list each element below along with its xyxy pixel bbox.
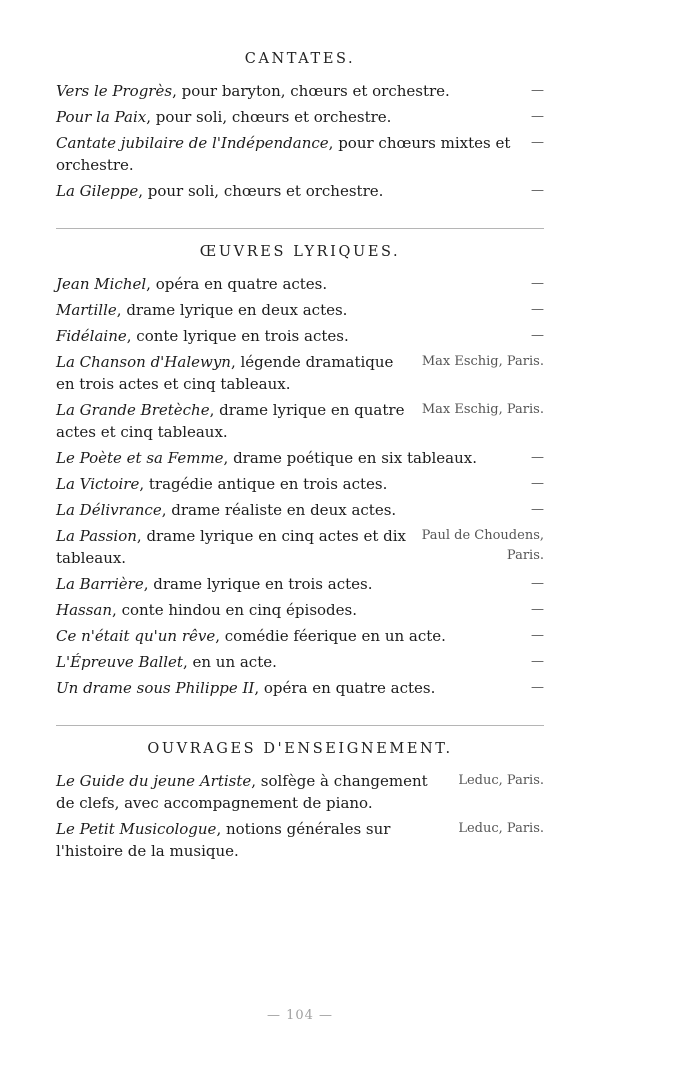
work-title: La Victoire [56,475,140,493]
section-title: OUVRAGES D'ENSEIGNEMENT. [147,741,453,757]
work-description [56,299,531,321]
work-description [56,399,422,443]
work-entry [56,677,544,699]
publisher: — [531,183,544,198]
work-details: , conte hindou en cinq épisodes. [112,601,357,619]
work-title: Vers le Progrès [56,82,173,100]
work-details: , drame réaliste en deux actes. [161,501,397,519]
publisher: Leduc, Paris. [458,821,544,836]
work-description [56,770,458,814]
work-details: , solfège à changement de clefs, avec accompagnement de piano. [56,772,428,812]
section-divider [56,725,544,726]
work-title: Martille [56,301,117,319]
work-title: La Gileppe [56,182,139,200]
work-details: , drame lyrique en quatre actes et cinq tableaux. [56,401,405,441]
work-description [56,80,531,102]
work-entry [56,599,544,621]
work-description [56,651,531,673]
work-details: , légende dramatique en trois actes et cinq tableaux. [56,353,394,393]
work-entry [56,651,544,673]
publisher: Max Eschig, Paris. [421,354,544,369]
publisher: — [531,576,544,591]
work-title: L'Épreuve Ballet [56,653,183,671]
work-entry [56,106,544,128]
work-entry [56,399,544,443]
work-description [56,625,531,647]
work-title: Cantate jubilaire de l'Indépendance [56,134,329,152]
work-details: , drame lyrique en deux actes. [116,301,348,319]
work-details: , pour soli, chœurs et orchestre. [138,182,384,200]
work-details: , opéra en quatre actes. [146,275,328,293]
publisher: — [531,602,544,617]
work-details: , pour chœurs mixtes et orchestre. [56,134,511,174]
work-entry [56,132,544,176]
work-title: Fidélaine [56,327,127,345]
work-entry [56,770,544,814]
publisher: — [531,476,544,491]
work-entry [56,573,544,595]
work-title: Le Poète et sa Femme [56,449,224,467]
publisher: — [531,83,544,98]
publisher: — [531,135,544,150]
work-title: La Chanson d'Halewyn [56,353,231,371]
work-title: Un drame sous Philippe II [56,679,255,697]
work-title: Ce n'était qu'un rêve [56,627,216,645]
work-title: La Barrière [56,575,144,593]
work-title: Pour la Paix [56,108,147,126]
work-description [56,573,531,595]
section-title: ŒUVRES LYRIQUES. [199,244,401,260]
work-entry [56,499,544,521]
work-title: Jean Michel [56,275,147,293]
section-title: CANTATES. [244,51,356,67]
work-description [56,132,531,176]
work-entry [56,525,544,569]
work-details: , drame lyrique en trois actes. [143,575,373,593]
work-details: , notions générales sur l'histoire de la musique. [56,820,391,860]
work-entry [56,299,544,321]
work-details: , pour baryton, chœurs et orchestre. [172,82,450,100]
work-entry [56,80,544,102]
work-details: , drame lyrique en cinq actes et dix tableaux. [56,527,406,567]
work-details: , pour soli, chœurs et orchestre. [146,108,392,126]
works-list [56,48,544,866]
work-details: , en un acte. [182,653,277,671]
work-description [56,499,531,521]
publisher: — [531,450,544,465]
publisher: — [531,502,544,517]
publisher: — [531,628,544,643]
work-details: , drame poétique en six tableaux. [223,449,478,467]
work-entry [56,273,544,295]
section-divider [56,228,544,229]
work-title: Hassan [56,601,113,619]
work-entry [56,351,544,395]
work-entry [56,473,544,495]
page-number: — 104 — [266,1008,334,1023]
work-description [56,677,531,699]
publisher: Max Eschig, Paris. [421,402,544,417]
work-details: , tragédie antique en trois actes. [139,475,388,493]
work-description [56,273,531,295]
work-description [56,351,422,395]
publisher: — [531,276,544,291]
work-title: La Passion [56,527,137,545]
work-description [56,106,531,128]
publisher: Leduc, Paris. [458,773,544,788]
work-title: La Délivrance [56,501,162,519]
work-description [56,180,531,202]
work-entry [56,180,544,202]
work-description [56,818,458,862]
work-details: , conte lyrique en trois actes. [126,327,349,345]
publisher: — [531,109,544,124]
work-description [56,473,531,495]
work-description [56,599,531,621]
publisher: — [531,654,544,669]
publisher: — [531,302,544,317]
work-entry [56,447,544,469]
work-details: , comédie féerique en un acte. [215,627,446,645]
work-description [56,447,531,469]
work-title: Le Guide du jeune Artiste [56,772,252,790]
publisher: — [531,328,544,343]
work-entry [56,625,544,647]
work-entry [56,818,544,862]
publisher: — [531,680,544,695]
work-title: La Grande Bretèche [56,401,210,419]
work-description [56,525,420,569]
work-description [56,325,531,347]
work-title: Le Petit Musicologue [56,820,217,838]
work-entry [56,325,544,347]
work-details: , opéra en quatre actes. [254,679,436,697]
publisher: Paul de Choudens, Paris. [421,528,544,563]
